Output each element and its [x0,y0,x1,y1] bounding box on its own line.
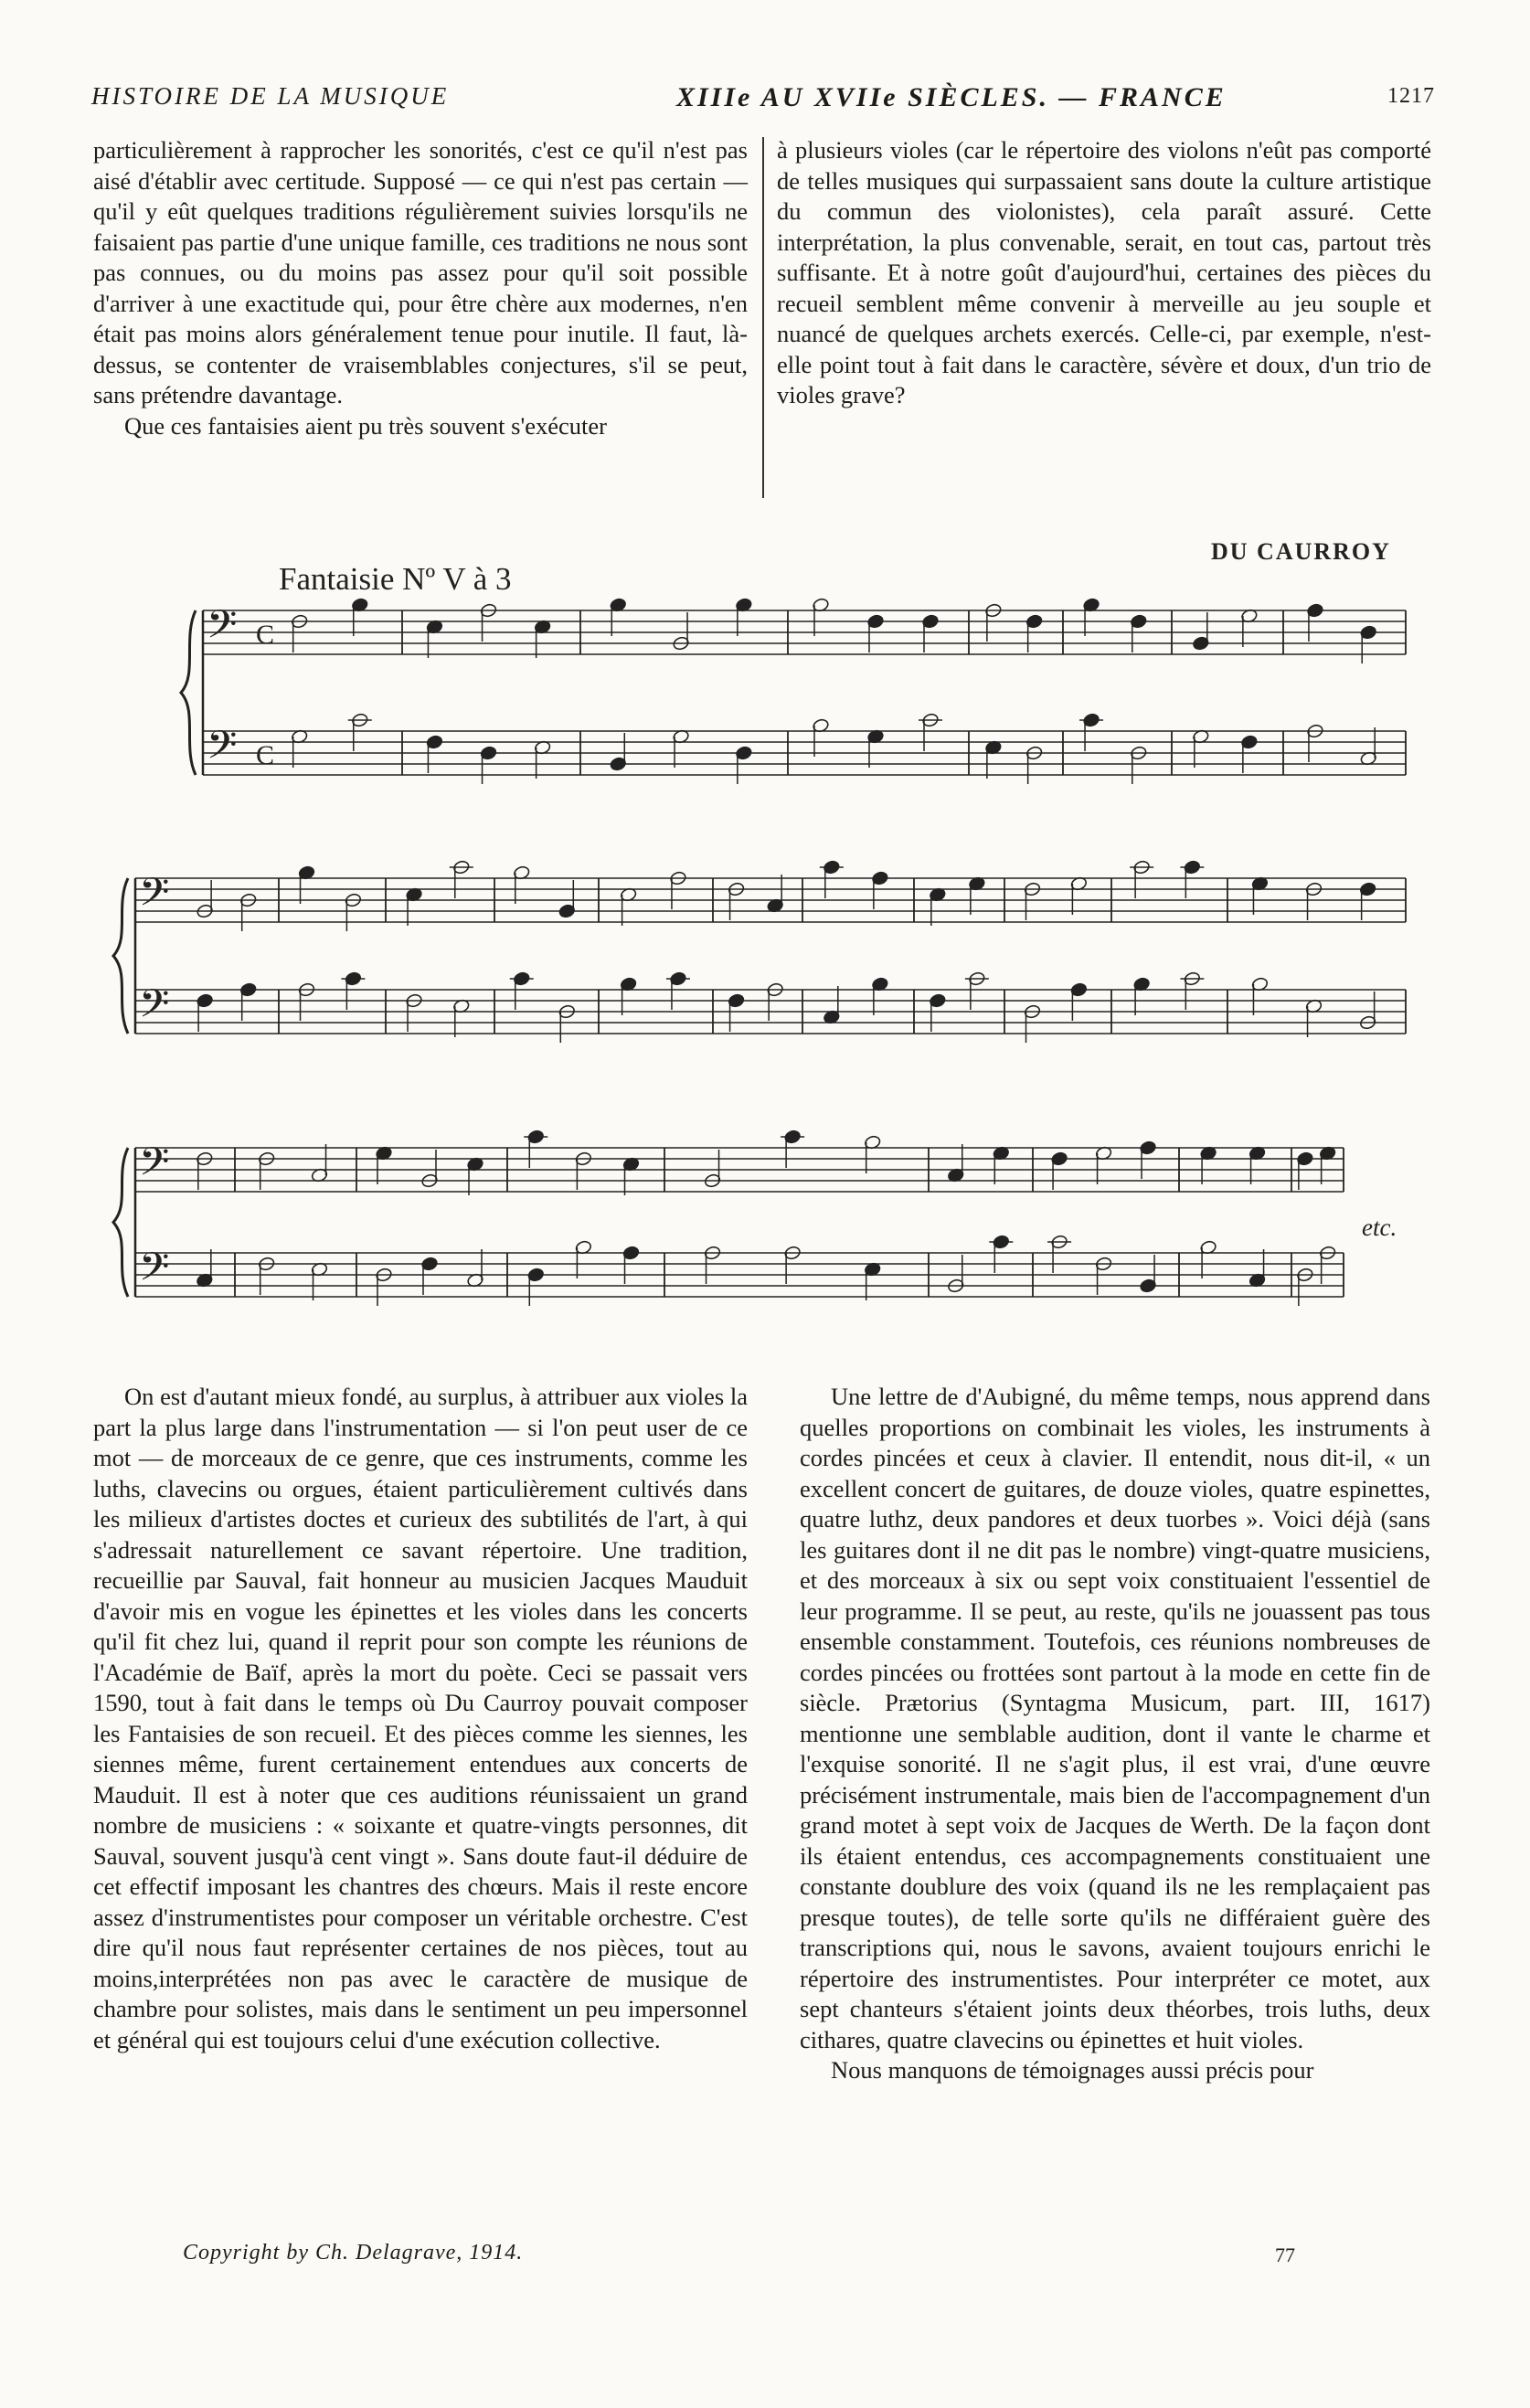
note-head [610,598,627,613]
note-head [480,746,497,761]
time-signature: C [256,740,275,770]
note-head [258,1151,275,1167]
note-head [1133,977,1151,992]
note-head [351,713,368,728]
note-head [947,1278,964,1294]
note-head [345,893,362,908]
note-head [1025,746,1043,761]
time-signature: C [256,620,275,650]
note-head [1130,746,1147,761]
note-head [1051,1235,1068,1250]
note-head [735,746,752,761]
note-head [1095,1257,1112,1272]
note-head [375,1268,392,1283]
note-head [1192,729,1209,745]
note-head [823,1010,840,1025]
bottom-right-column [800,1382,1430,2086]
note-head [311,1262,328,1278]
bass-clef: 𝄢 [139,983,170,1035]
bass-clef: 𝄢 [207,725,238,777]
note-head [197,904,214,919]
note-head [345,971,362,987]
notes [196,598,1377,1306]
note-head [672,729,689,745]
note-head [767,898,784,914]
note-head [812,718,829,734]
note-head [1251,977,1269,992]
page-number: 1217 [1387,84,1435,108]
top-right-column [777,135,1431,411]
note-head [405,887,422,903]
note-head [1082,598,1100,613]
note-head [196,1151,213,1167]
note-head [993,1235,1010,1250]
note-head [534,620,551,635]
note-head [1025,614,1043,630]
note-head [1184,860,1201,875]
note-head [864,1135,881,1151]
note-head [784,1246,802,1261]
note-head [728,882,745,897]
note-head [452,999,470,1014]
note-head [1070,982,1088,998]
note-head [767,982,784,998]
note-head [929,993,946,1009]
paragraph: Que ces fantaisies aient pu très souvent s'exécuter [124,411,607,440]
note-head [575,1151,592,1167]
note-head [823,860,840,875]
note-head [866,614,884,630]
note-head [196,1273,213,1289]
note-head [1305,999,1323,1014]
note-head [947,1168,964,1183]
bass-clef: 𝄢 [139,1246,170,1299]
note-head [466,1273,483,1289]
note-head [426,735,443,750]
note-head [426,620,443,635]
note-head [866,729,884,745]
note-head [1070,876,1088,892]
composer-name: DU CAURROY [1211,538,1391,565]
note-head [1024,1004,1041,1020]
note-head [728,993,745,1009]
note-head [527,1268,545,1283]
paragraph: à plusieurs violes (car le répertoire des violons n'eût pas comporté de telles musiques qui surpassaient sans doute la culture artistique du commun des violonistes), cela paraît assuré. Cette interprétation, la plus convenable, serait, en tout cas, partout très suffisante. Et à notre goût d'aujourd'hui, certaines des pièces du recueil semblent même convenir à merveille au jeu souple et nuancé de quelques archets exercés. Celle-ci, par exemple, n'est-elle point tout à fait dans le caractère, sévère et doux, d'un trio de violes grave? [777,136,1431,408]
note-head [311,1168,328,1183]
top-left-column [93,135,748,441]
paragraph: Une lettre de d'Aubigné, du même temps, nous apprend dans quelles proportions on combinait les violes, les instruments à cordes pincées et ceux à clavier. Il entendit, nous dit-il, « un excellent concert de guitares, de douze violes, quatre espinettes, quatre luthz, deux pandores et deux tuorbes ». Voici déjà (sans les guitares dont il ne dit pas le nombre) vingt-quatre musiciens, et des morceaux à six ou sept voix constituaient l'essentiel de leur programme. Il se peut, au reste, qu'ils ne jouassent pas tous ensemble constamment. Toutefois, ces réunions nombreuses de cordes pincées ou frottées sont partout à la mode en cette fin de siècle. Prætorius (Syntagma Musicum, part. III, 1617) mentionne une semblable audition, dont il vante le charme et l'exquise sonorité. Il ne s'agit plus, il est vrai, d'une œuvre précisément instrumentale, mais bien de l'accompagnement d'un grand motet à sept voix de Jacques de Werth. De la façon dont ils étaient entendus, ces accompagnements constituaient une constante doublure des voix (quand ils ne les remplaçaient pas presque toutes), de telle sorte qu'ils ne différaient guère des transcriptions qui, nous le savons, avaient toujours enrichi le répertoire des instrumentistes. Pour interpréter ce motet, aux sept chanteurs s'étaient joints deux théorbes, trois luths, deux cithares, quatre clavecins ou épinettes et huit violes. [800,1383,1430,2053]
note-head [375,1146,392,1162]
note-head [984,740,1002,756]
note-head [298,865,315,881]
note-head [298,982,315,998]
note-head [527,1130,545,1145]
note-head [1130,614,1147,630]
note-head [1305,882,1323,897]
note-head [1200,1146,1217,1162]
note-head [466,1157,483,1172]
note-head [864,1262,881,1278]
note-head [1139,1140,1156,1156]
note-head [620,887,637,903]
note-head [534,740,551,756]
note-head [197,993,214,1009]
note-head [993,1146,1010,1162]
bass-clef: 𝄢 [207,604,238,656]
note-head [513,865,530,881]
note-head [291,614,308,630]
note-head [239,893,257,908]
note-head [1200,1240,1217,1256]
note-head [1192,636,1209,652]
note-head [921,614,939,630]
note-head [1024,882,1041,897]
note-head [704,1246,721,1261]
note-head [968,876,985,892]
note-head [1082,713,1100,728]
note-head [610,757,627,772]
note-head [1360,625,1377,641]
note-head [1184,971,1201,987]
note-head [784,1130,802,1145]
score-title: Fantaisie Nº V à 3 [279,561,512,597]
note-head [1319,1246,1336,1261]
note-head [420,1257,438,1272]
note-head [291,729,308,745]
system-brace [113,878,128,1034]
paragraph: On est d'autant mieux fondé, au surplus, à attribuer aux violes la part la plus large dans l'instrumentation — si l'on peut user de ce mot — de morceaux de ce genre, que ces instruments, comme les luths, clavecins ou orgues, étaient particulièrement cultivés dans les milieux d'artistes doctes et curieux des subtilités de l'art, à qui s'adressait naturellement ce savant répertoire. Une tradition, recueillie par Sauval, fait honneur au musicien Jacques Mauduit d'avoir mis en vogue les épinettes et les violes dans les concerts qu'il fit chez lui, quand il reprit pour son compte les réunions de l'Académie de Baïf, après la mort du poète. Ceci se passait vers 1590, tout à fait dans le temps où Du Caurroy pouvait composer les Fantaisies de son recueil. Et des pièces comme les siennes, les siennes même, furent certainement entendues aux concerts de Mauduit. Il est à noter que ces auditions réunissaient un grand nombre de musiciens : « soixante et quatre-vingts personnes, dit Sauval, souvent jusqu'à cent vingt ». Sans doute faut-il déduire de cet effectif imposant les chantres des chœurs. Mais il reste encore assez d'instrumentistes pour composer un véritable orchestre. C'est dire qu'il nous faut représenter certaines de nos pièces, tout au moins,interprétées non pas avec le caractère de musique de chambre pour solistes, mais dans le sentiment un peu impersonnel et général qui est toujours celui d'une exécution collective. [93,1383,748,2053]
note-head [1139,1278,1156,1294]
note-head [1248,1146,1266,1162]
note-head [1051,1151,1068,1167]
system-brace [113,1148,128,1297]
note-head [921,713,939,728]
header-title: HISTOIRE DE LA MUSIQUE [91,82,450,110]
note-head [1359,882,1376,897]
signature-number: 77 [1275,2244,1295,2266]
note-head [1306,724,1323,739]
note-head [1306,603,1323,619]
note-head [735,598,752,613]
note-head [704,1173,721,1189]
note-head [351,598,368,613]
note-head [871,871,888,886]
note-head [984,603,1002,619]
note-head [1296,1268,1313,1283]
note-head [622,1157,640,1172]
header-section: XIIIe AU XVIIe SIÈCLES. — FRANCE [676,82,1227,112]
note-head [513,971,530,987]
bottom-left-column [93,1382,748,2055]
note-head [1360,751,1377,767]
copyright-notice: Copyright by Ch. Delagrave, 1914. [183,2241,524,2265]
note-head [1296,1151,1313,1167]
note-head [968,971,985,987]
note-head [1248,1273,1266,1289]
running-header [91,82,1435,119]
note-head [1095,1146,1112,1162]
note-head [420,1173,438,1189]
note-head [812,598,829,613]
bass-clef: 𝄢 [139,872,170,924]
note-head [1359,1015,1376,1031]
bass-clef: 𝄢 [139,1141,170,1193]
note-head [622,1246,640,1261]
note-head [672,636,689,652]
paragraph: Nous manquons de témoignages aussi précis pour [831,2056,1314,2084]
note-head [669,871,686,886]
note-head [1319,1146,1336,1162]
note-head [1251,876,1269,892]
score-etc: etc. [1362,1214,1397,1241]
note-head [1133,860,1151,875]
column-divider [762,137,764,498]
note-head [669,971,686,987]
note-head [258,1257,275,1272]
system-brace [181,610,196,775]
note-head [558,904,576,919]
note-head [558,1004,576,1020]
note-head [452,860,470,875]
note-head [1240,609,1258,624]
note-head [929,887,946,903]
paragraph: particulièrement à rapprocher les sonorités, c'est ce qu'il n'est pas aisé d'établir avec certitude. Supposé — ce qui n'est pas certain — qu'il y eût quelques traditions régulièrement suivies lorsqu'ils ne faisaient pas partie d'une unique famille, ces traditions ne nous sont pas connues, ou du moins pas assez pour qu'il soit possible d'arriver à une exactitude qui, pour être chère aux modernes, n'en était pas moins alors généralement tenue pour inutile. Il faut, là-dessus, se contenter de vraisemblables conjectures, s'il se peut, sans prétendre davantage. [93,136,748,408]
note-head [239,982,257,998]
note-head [1240,735,1258,750]
note-head [405,993,422,1009]
note-head [575,1240,592,1256]
note-head [480,603,497,619]
staff-systems [113,604,1406,1299]
note-head [871,977,888,992]
note-head [620,977,637,992]
